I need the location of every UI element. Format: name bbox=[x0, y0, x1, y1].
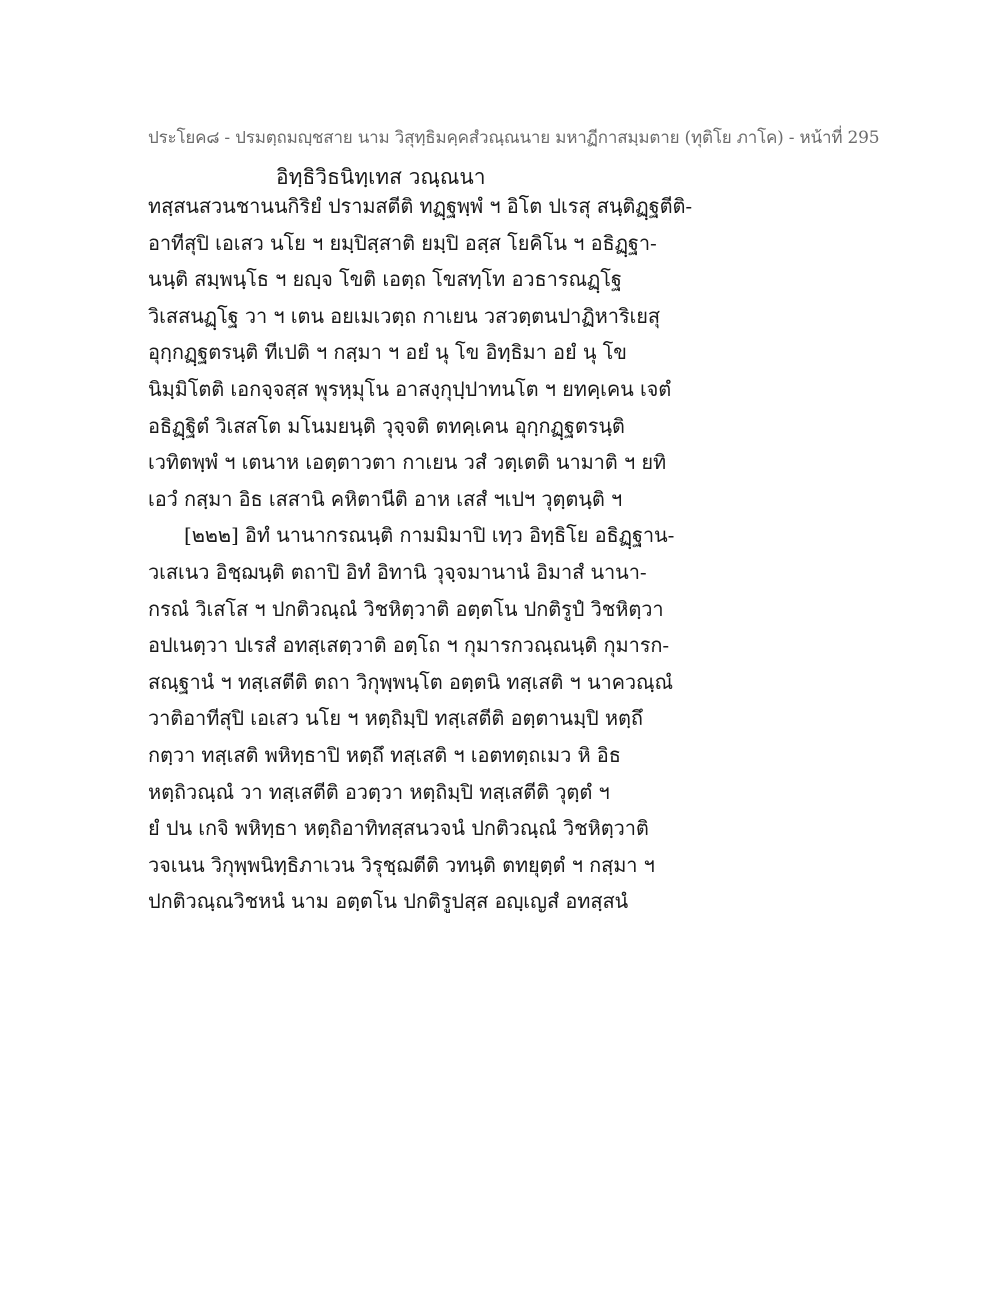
text-line: กตฺวา ทสฺเสติ พหิทฺธาปิ หตฺถึ ทสฺเสติ ฯ เอตทตฺถเมว หิ อิธ bbox=[148, 742, 621, 767]
paragraph-start-line: [๒๒๒] อิทํ นานากรณนฺติ กามมิมาปิ เทฺว อิทฺธิโย อธิฏฺฐาน- bbox=[184, 523, 675, 548]
text-line: ยํ ปน เกจิ พหิทฺธา หตฺถิอาทิทสฺสนวจนํ ปกติวณฺณํ วิชหิตฺวาติ bbox=[148, 816, 649, 841]
text-line: หตฺถิวณฺณํ วา ทสฺเสตีติ อวตฺวา หตฺถิมฺปิ ทสฺเสตีติ วุตฺตํ ฯ bbox=[148, 779, 610, 804]
text-line: อุกฺกฏฺฐตรนฺติ ทีเปติ ฯ กสฺมา ฯ อยํ นุ โข อิทฺธิมา อยํ นุ โข bbox=[148, 340, 627, 365]
text-line: วิเสสนฏฺโฐ วา ฯ เตน อยเมเวตฺถ กาเยน วสวตฺตนปาฏิหาริเยสุ bbox=[148, 303, 660, 328]
text-line: นนฺติ สมฺพนฺโธ ฯ ยญฺจ โขติ เอตฺถ โขสทฺโท อวธารณฏฺโฐ bbox=[148, 267, 622, 292]
text-line: เวทิตพฺพํ ฯ เตนาห เอตฺตาวตา กาเยน วสํ วตฺเตติ นามาติ ฯ ยทิ bbox=[148, 450, 667, 475]
text-line: อปเนตฺวา ปเรสํ อทสฺเสตฺวาติ อตฺโถ ฯ กุมารกวณฺณนฺติ กุมารก- bbox=[148, 633, 670, 658]
running-header: ประโยค๘ - ปรมตฺถมญฺชสาย นาม วิสุทฺธิมคฺคสํวณฺณนาย มหาฏีกาสมฺมตาย (ทุติโย ภาโค) - หน้าที่ 295 bbox=[148, 128, 880, 148]
text-line: วจเนน วิกุพฺพนิทฺธิภาเวน วิรุชฺฌตีติ วทนฺติ ตทยุตฺตํ ฯ กสฺมา ฯ bbox=[148, 852, 655, 877]
text-line: เอวํ กสฺมา อิธ เสสานิ คหิตานีติ อาห เสสํ ฯเปฯ วุตฺตนฺติ ฯ bbox=[148, 486, 623, 511]
text-line: วเสเนว อิชฺฌนฺติ ตถาปิ อิทํ อิทานิ วุจฺจมานานํ อิมาสํ นานา- bbox=[148, 559, 647, 584]
body-text bbox=[148, 188, 693, 920]
text-line: ทสฺสนสวนชานนกิริยํ ปรามสตีติ ทฏฺฐพฺพํ ฯ อิโต ปเรสุ สนฺติฏฺฐตีติ- bbox=[148, 194, 693, 218]
text-line: กรณํ วิเสโส ฯ ปกติวณฺณํ วิชหิตฺวาติ อตฺตโน ปกติรูปํ วิชหิตฺวา bbox=[148, 596, 664, 621]
text-line: วาติอาทีสุปิ เอเสว นโย ฯ หตฺถิมฺปิ ทสฺเสตีติ อตฺตานมฺปิ หตฺถึ bbox=[148, 706, 643, 731]
text-line: อธิฏฺฐิตํ วิเสสโต มโนมยนฺติ วุจฺจติ ตทคฺเคน อุกฺกฏฺฐตรนฺติ bbox=[148, 413, 625, 438]
text-line: อาทีสุปิ เอเสว นโย ฯ ยมฺปิสฺสาติ ยมฺปิ อสฺส โยคิโน ฯ อธิฏฺฐา- bbox=[148, 230, 657, 255]
text-line: นิมฺมิโตติ เอกจฺจสฺส พุรหฺมุโน อาสงฺกุปฺปาทนโต ฯ ยทคฺเคน เจตํ bbox=[148, 376, 672, 401]
text-line: ปกติวณฺณวิชหนํ นาม อตฺตโน ปกติรูปสฺส อญฺเญสํ อทสฺสนํ bbox=[148, 889, 629, 914]
section-title: อิทฺธิวิธนิทฺเทส วณฺณนา bbox=[276, 165, 486, 189]
text-line: สณฺฐานํ ฯ ทสฺเสตีติ ตถา วิกุพฺพนฺโต อตฺตนิ ทสฺเสติ ฯ นาควณฺณํ bbox=[148, 669, 673, 694]
